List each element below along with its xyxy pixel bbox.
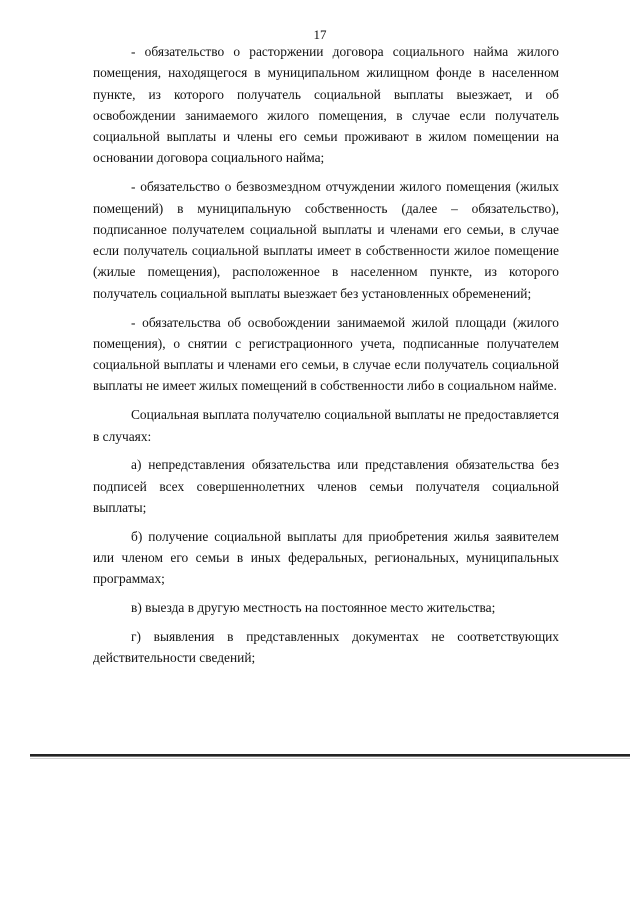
paragraph-obligation-social-lease: - обязательство о расторжении договора социального найма жилого помещения, находящегося в муниципальном жилищном фонде в населенном пункте, из которого получатель социальной выплаты выезжает, и об освобождении занимаемого жилого помещения, в случае если получатель социальной выплаты и члены его семьи проживают в жилом помещении на основании договора социального найма;: [93, 44, 559, 166]
page-number: 17: [313, 27, 327, 42]
paragraph-refusal-item-v: в) выезда в другую местность на постоянное место жительства;: [131, 600, 496, 616]
footer-divider-shadow: [30, 758, 630, 759]
footer-divider: [30, 754, 630, 757]
paragraph-refusal-intro: Социальная выплата получателю социальной выплаты не предоставляется в случаях:: [93, 407, 559, 444]
paragraph-refusal-item-b: б) получение социальной выплаты для приобретения жилья заявителем или членом его семьи в иных федеральных, региональных, муниципальных программах;: [93, 528, 559, 587]
paragraph-refusal-item-g: г) выявления в представленных документах не соответствующих действительности сведений;: [93, 628, 559, 666]
paragraph-refusal-item-a: а) непредставления обязательства или представления обязательства без подписей всех совершеннолетних членов семьи получателя социальной выплаты;: [93, 457, 559, 515]
paragraph-obligation-transfer-property: - обязательство о безвозмездном отчуждении жилого помещения (жилых помещений) в муниципальную собственность (далее – обязательство), подписанное получателем социальной выплаты и членами его семьи, в случае если получатель социальной выплаты имеет в собственности жилое помещение (жилые помещения), расположенное в населенном пункте, из которого получатель социальной выплаты выезжает без установленных обременений;: [93, 179, 559, 301]
paragraph-obligation-vacate-premises: - обязательства об освобождении занимаемой жилой площади (жилого помещения), о снятии с регистрационного учета, подписанные получателем социальной выплаты и членами его семьи, в случае если получатель социальной выплаты не имеет жилых помещений в собственности либо в социальном найме.: [93, 314, 559, 394]
document-body: [93, 41, 559, 669]
